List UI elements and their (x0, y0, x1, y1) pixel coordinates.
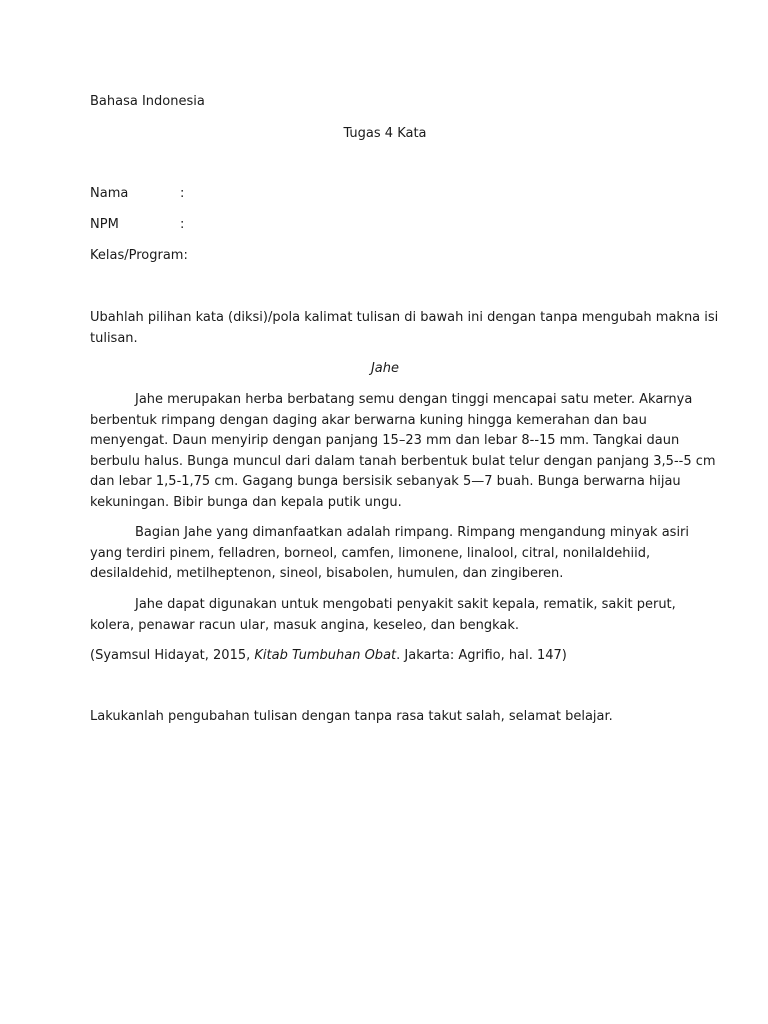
paragraph-line: Bagian Jahe yang dimanfaatkan adalah rimpang. Rimpang mengandung minyak asiri (135, 525, 690, 540)
paragraph-line: kekuningan. Bibir bunga dan kepala putik ungu. (90, 494, 402, 510)
field-nama (90, 184, 680, 205)
subject-heading: Bahasa Indonesia (90, 94, 205, 109)
article-title: Jahe (370, 361, 400, 376)
paragraph-line: Jahe merupakan herba berbatang semu dengan tinggi mencapai satu meter. Akarnya (135, 392, 693, 407)
field-kelas (90, 246, 680, 267)
closing-line: Lakukanlah pengubahan tulisan dengan tanpa rasa takut salah, selamat belajar. (90, 709, 613, 724)
paragraph-line: kolera, penawar racun ular, masuk angina, keseleo, dan bengkak. (90, 617, 519, 633)
paragraph-line: dan lebar 1,5-1,75 cm. Gagang bunga bersisik sebanyak 5—7 buah. Bunga berwarna hijau (90, 474, 681, 489)
paragraph-line: menyengat. Daun menyirip dengan panjang 15–23 mm dan lebar 8--15 mm. Tangkai daun (90, 433, 680, 448)
instruction-line: tulisan. (90, 330, 138, 346)
field-nama-colon: : (180, 186, 185, 201)
field-npm (90, 215, 680, 236)
instruction (90, 308, 719, 349)
citation-before: (Syamsul Hidayat, 2015, (90, 648, 255, 663)
field-npm-label: NPM (90, 217, 119, 232)
field-npm-colon: : (180, 217, 185, 232)
paragraph-line: desilaldehid, metilheptenon, sineol, bisabolen, humulen, dan zingiberen. (90, 566, 564, 581)
paragraph-line: berbentuk rimpang dengan daging akar berwarna kuning hingga kemerahan dan bau (90, 412, 647, 428)
field-kelas-label: Kelas/Program: (90, 248, 188, 263)
instruction-line: Ubahlah pilihan kata (diksi)/pola kalimat tulisan di bawah ini dengan tanpa mengubah makna isi (90, 310, 719, 325)
paragraph-line: berbulu halus. Bunga muncul dari dalam tanah berbentuk bulat telur dengan panjang 3,5--5 cm (90, 453, 716, 469)
article-paragraph-2 (90, 523, 690, 585)
assignment-title: Tugas 4 Kata (343, 126, 427, 141)
article-paragraph-3 (90, 595, 690, 636)
field-nama-label: Nama (90, 186, 129, 201)
citation (90, 646, 680, 667)
citation-after: . Jakarta: Agrifio, hal. 147) (396, 648, 567, 663)
paragraph-line: Jahe dapat digunakan untuk mengobati penyakit sakit kepala, rematik, sakit perut, (135, 597, 676, 612)
article-paragraph-1 (90, 390, 716, 513)
citation-book-title: Kitab Tumbuhan Obat (254, 648, 397, 663)
paragraph-line: yang terdiri pinem, felladren, borneol, camfen, limonene, linalool, citral, nonilaldehiid, (90, 545, 651, 561)
